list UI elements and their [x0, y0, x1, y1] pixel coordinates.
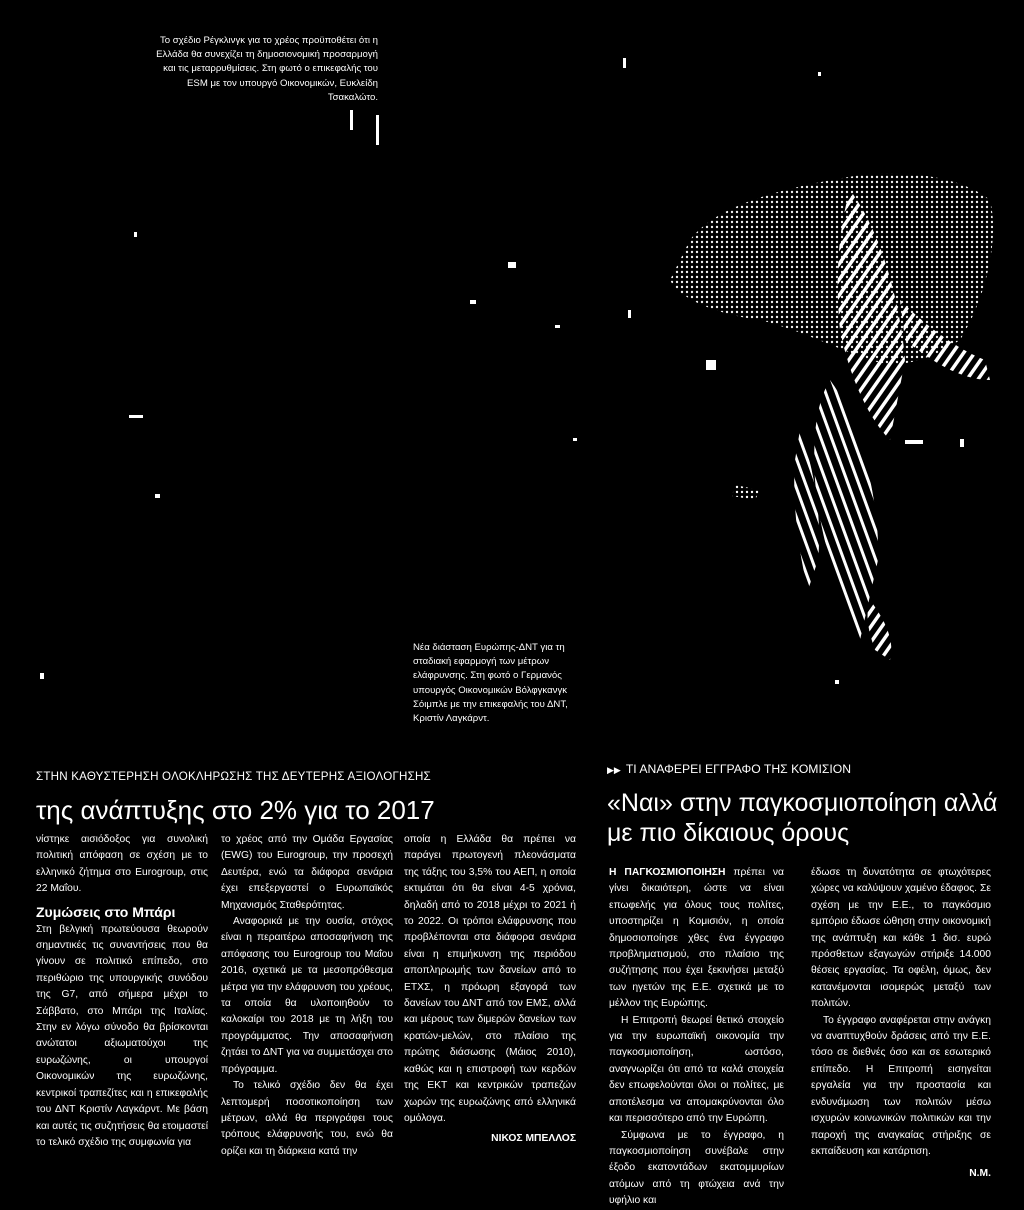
paragraph: Σύμφωνα με το έγγραφο, η παγκοσμιοποίηση συνέβαλε στην έξοδο εκατοντάδων εκατομμυρίων ατόμων από τη φτώχεια ανά την υφήλιο και [609, 1129, 784, 1207]
article-column-3 [404, 832, 576, 1148]
paragraph [609, 865, 784, 1013]
side-article-headline: «Ναι» στην παγκοσμιοποίηση αλλά με πιο δίκαιους όρους [607, 789, 998, 847]
paragraph: νίστηκε αισιόδοξος για συνολική πολιτική απόφαση σε σχέση με το ελληνικό ζήτημα στο Eurogroup, στις 22 Μαΐου. [36, 834, 208, 895]
side-column-1 [609, 865, 784, 1210]
paragraph: Στη βελγική πρωτεύουσα θεωρούν σημαντικές τις συναντήσεις που θα γίνουν σε πολιτικό επίπεδο, στο περιθώριο της υπουργικής συνόδου της G7, από σήμερα μέχρι το Σάββατο, στο Μπάρι της Ιταλίας. Στην εν λόγω σύνοδο θα βρίσκονται ανώτατοι αξιωματούχοι της ευρωζώνης, οι υπουργοί Οικονομικών της ευρωζώνης, κεντρικοί τραπεζίτες και η επικεφαλής του ΔΝΤ Κριστίν Λαγκάρντ. Με βάση και αυτές τις συζητήσεις θα ετοιμαστεί το τελικό σχέδιο της συμφωνία για [36, 923, 208, 1148]
photo-caption-bottom: Νέα διάσταση Ευρώπης-ΔΝΤ για τη σταδιακή εφαρμογή των μέτρων ελάφρυνσης. Στη φωτό ο Γερμανός υπουργός Οικονομικών Βόλφγκανγκ Σόιμπλε με την επικεφαλής του ΔΝΤ, Κριστίν Λαγκάρντ. [413, 642, 568, 725]
subheading: Ζυμώσεις στο Μπάρι [36, 903, 176, 920]
paragraph: Η Επιτροπή θεωρεί θετικό στοιχείο για την ευρωπαϊκή οικονομία την παγκοσμιοποίηση, ωστόσο, αναγνωρίζει ότι από τα καλά στοιχεία δεν επωφελούνται όλοι οι πολίτες, με αποτέλεσμα να απομακρύνονται όλο και περισσότερο από την Ευρώπη. [609, 1014, 784, 1125]
paragraph: το χρέος από την Ομάδα Εργασίας (EWG) του Eurogroup, την προσεχή Δευτέρα, ενώ τα διάφορα σενάρια έχει επεξεργαστεί ο Ευρωπαϊκός Μηχανισμός Σταθερότητας. [221, 834, 393, 911]
lead-in: Η ΠΑΓΚΟΣΜΙΟΠΟΙΗΣΗ [609, 867, 726, 878]
byline: ΝΙΚΟΣ ΜΠΕΛΛΟΣ [491, 1133, 576, 1145]
side-article-kicker [607, 762, 851, 776]
author-initials: Ν.Μ. [969, 1168, 991, 1180]
double-arrow-icon: ▶▶ [607, 765, 621, 775]
article-column-1 [36, 832, 208, 1151]
paragraph: έδωσε τη δυνατότητα σε φτωχότερες χώρες να καλύψουν χαμένο έδαφος. Σε σχέση με την Ε.Ε., το παγκόσμιο εμπόριο έδωσε ώθηση στην οικονομική της ανάπτυξη και κάθε 1 δισ. ευρώ πρόσθετων εξαγωγών στήριξε 14.000 θέσεις εργασίας. Τα οφέλη, όμως, δεν κατανέμονται ισομερώς μεταξύ των πολιτών. [811, 867, 991, 1010]
paragraph: Το τελικό σχέδιο δεν θα έχει λεπτομερή ποσοτικοποίηση των μέτρων, αλλά θα περιγράφει τους τρόπους ελάφρυνσής του, ενώ θα ορίζει και τη διάρκεια κατά την [221, 1080, 393, 1157]
article-column-2 [221, 832, 393, 1160]
paragraph: Το έγγραφο αναφέρεται στην ανάγκη να αναπτυχθούν δράσεις από την Ε.Ε. τόσο σε διεθνές όσο και σε εσωτερικό επίπεδο. Η Επιτροπή εισηγείται εργαλεία για την προστασία και ενδυνάμωση των πολιτών μέσω ισχυρών κοινωνικών πολιτικών και την παροχή της αναγκαίας στήριξης σε εκπαίδευση και κατάρτιση. [811, 1014, 991, 1157]
side-kicker-text: ΤΙ ΑΝΑΦΕΡΕΙ ΕΓΓΡΑΦΟ ΤΗΣ ΚΟΜΙΣΙΟΝ [625, 762, 852, 776]
lead-text: πρέπει να γίνει δικαιότερη, ώστε να είναι επωφελής για όλους τους πολίτες, υποστηρίζει η Κομισιόν, η οποία δημοσιοποίησε χθες ένα έγγραφο προβληματισμού, στο πλαίσιο της συζήτησης που έχει ξεκινήσει μεταξύ των ηγετών της Ε.Ε. σχετικά με το μέλλον της Ευρώπης. [609, 867, 784, 1010]
paragraph: Αναφορικά με την ουσία, στόχος είναι η περαιτέρω αποσαφήνιση της απόφασης του Eurogroup του Μαΐου 2016, σχετικά με τα μεσοπρόθεσμα μέτρα για την ελάφρυνση του χρέους, τα οποία θα υλοποιηθούν το καλοκαίρι του 2018 με τη λήξη του προγράμματος. Την αποσαφήνιση ζητάει το ΔΝΤ για να συμμετάσχει στο πρόγραμμα. [221, 916, 393, 1075]
article-headline: της ανάπτυξης στο 2% για το 2017 [36, 795, 435, 825]
paragraph: οποία η Ελλάδα θα πρέπει να παράγει πρωτογενή πλεονάσματα της τάξης του 3,5% του ΑΕΠ, η οποία εκτιμάται ότι θα είναι 4-5 χρόνια, δηλαδή από το 2018 μέχρι το 2021 ή το 2022. Οι τρόποι ελάφρυνσης που προβλέπονται στα διάφορα σενάρια είναι η επιμήκυνση της περιόδου αποπληρωμής των δανείων από το ΕΤΧΣ, η πρόωρη εξαγορά των δανείων του ΔΝΤ από τον ΕΜΣ, αλλά και μέρους των διμερών δανείων των κρατών-μελών, στο πλαίσιο της πρώτης διάσωσης (Μάιος 2010), καθώς και η επιστροφή των κερδών της ΕΚΤ και κεντρικών τραπεζών χωρών της ευρωζώνης από ελληνικά ομόλογα. [404, 834, 576, 1124]
photo-caption-top: Το σχέδιο Ρέγκλινγκ για το χρέος προϋποθέτει ότι η Ελλάδα θα συνεχίζει τη δημοσιονομική προσαρμογή και τις μεταρρυθμίσεις. Στη φωτό ο επικεφαλής του ESM με τον υπουργό Οικονομικών, Ευκλείδη Τσακαλώτο. [156, 35, 378, 103]
side-column-2 [811, 865, 991, 1183]
article-kicker: ΣΤΗΝ ΚΑΘΥΣΤΕΡΗΣΗ ΟΛΟΚΛΗΡΩΣΗΣ ΤΗΣ ΔΕΥΤΕΡΗΣ ΑΞΙΟΛΟΓΗΣΗΣ [36, 770, 431, 783]
